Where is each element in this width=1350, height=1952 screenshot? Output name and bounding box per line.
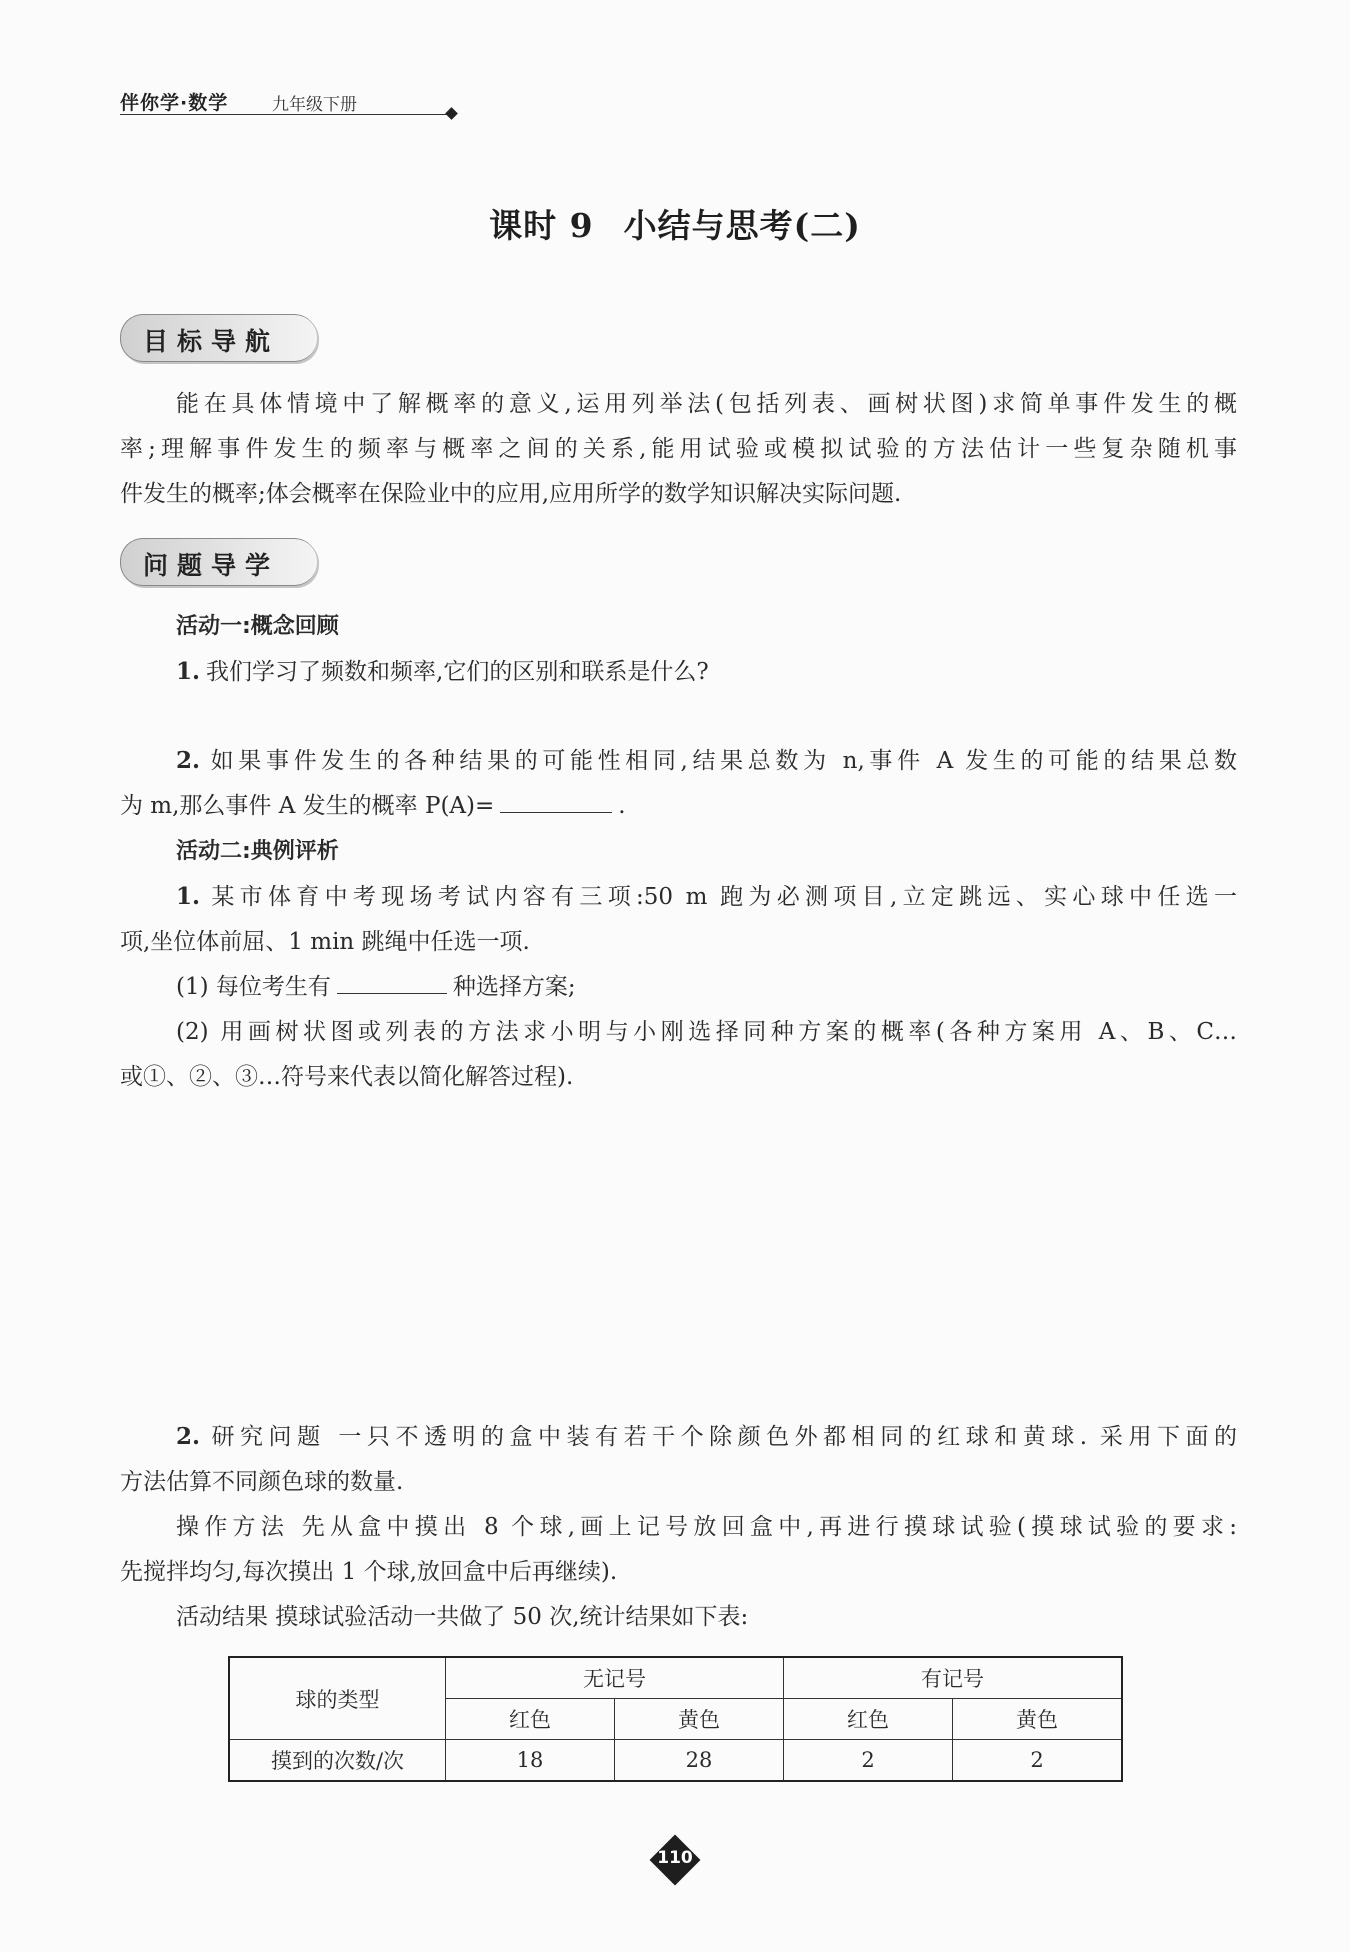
table-column-header: 黄色 [615, 1699, 784, 1740]
table-cell: 2 [953, 1740, 1123, 1782]
example-text: 某市体育中考现场考试内容有三项:50 m 跑为必测项目,立定跳远、实心球中任选一 [206, 884, 1237, 910]
example-line: 方法估算不同颜色球的数量. [120, 1469, 404, 1495]
section-badge-questions [120, 538, 317, 586]
header-rule [120, 114, 450, 115]
result-line: 活动结果 摸球试验活动一共做了 50 次,统计结果如下表: [176, 1604, 749, 1630]
activity-heading: 活动一:概念回顾 [176, 614, 339, 639]
example-text: 种选择方案; [452, 974, 576, 1000]
book-brand: 伴你学·数学 [120, 92, 229, 114]
section-badge-label: 目标导航 [143, 327, 280, 356]
answer-blank[interactable] [337, 971, 447, 994]
example-line: 项,坐位体前屈、1 min 跳绳中任选一项. [120, 929, 530, 955]
example-2 [120, 1414, 1237, 1640]
example-subquestion-1 [120, 965, 1237, 1010]
example-subquestion-2: (2) 用画树状图或列表的方法求小明与小刚选择同种方案的概率(各种方案用 A、B、C… [176, 1019, 1237, 1045]
activity-heading: 活动二:典例评析 [176, 839, 339, 864]
goals-line: 能在具体情境中了解概率的意义,运用列举法(包括列表、画树状图)求简单事件发生的概 [176, 391, 1237, 417]
question-line [120, 738, 1237, 784]
book-grade: 九年级下册 [272, 95, 357, 115]
results-table [228, 1656, 1123, 1782]
activity-block-1 [120, 604, 709, 695]
table-cell: 2 [784, 1740, 953, 1782]
section-badge-label: 问题导学 [143, 551, 280, 580]
example-text: 研究问题 一只不透明的盒中装有若干个除颜色外都相同的红球和黄球. 采用下面的 [206, 1424, 1237, 1450]
table-row-header: 球的类型 [229, 1657, 446, 1740]
running-header [120, 86, 460, 116]
header-diamond-icon [445, 107, 458, 120]
section-badge-goals [120, 314, 317, 362]
goals-line: 率;理解事件发生的频率与概率之间的关系,能用试验或模拟试验的方法估计一些复杂随机事 [120, 436, 1237, 462]
question-text: 我们学习了频数和频率,它们的区别和联系是什么? [206, 659, 709, 685]
table-group-header: 有记号 [784, 1657, 1123, 1699]
table-row [229, 1740, 1122, 1782]
example-text: (1) 每位考生有 [176, 974, 331, 1000]
goals-paragraph [120, 382, 1237, 517]
question-text: . [618, 793, 626, 819]
lesson-name: 小结与思考(二) [623, 206, 861, 245]
question-text: 为 m,那么事件 A 发生的概率 P(A)= [120, 793, 495, 819]
question-2 [120, 738, 1237, 1100]
lesson-number: 课时 9 [489, 206, 594, 245]
page-number-badge [652, 1837, 698, 1883]
table-column-header: 黄色 [953, 1699, 1123, 1740]
goals-line: 件发生的概率;体会概率在保险业中的应用,应用所学的数学知识解决实际问题. [120, 481, 902, 507]
operation-line: 先搅拌均匀,每次摸出 1 个球,放回盒中后再继续). [120, 1559, 618, 1585]
table-cell: 28 [615, 1740, 784, 1782]
question-number: 2. [176, 747, 201, 774]
example-line [120, 874, 1237, 920]
table-column-header: 红色 [446, 1699, 615, 1740]
example-line [120, 1414, 1237, 1460]
table-cell: 18 [446, 1740, 615, 1782]
question-1 [120, 649, 709, 695]
example-number: 1. [176, 883, 201, 910]
table-column-header: 红色 [784, 1699, 953, 1740]
answer-blank[interactable] [500, 790, 612, 813]
lesson-title [0, 200, 1350, 247]
example-number: 2. [176, 1423, 201, 1450]
example-line: 或①、②、③…符号来代表以简化解答过程). [120, 1064, 574, 1090]
question-text: 如果事件发生的各种结果的可能性相同,结果总数为 n,事件 A 发生的可能的结果总数 [206, 748, 1237, 774]
operation-line: 操作方法 先从盒中摸出 8 个球,画上记号放回盒中,再进行摸球试验(摸球试验的要求: [176, 1514, 1237, 1540]
table-group-header: 无记号 [446, 1657, 784, 1699]
table-row [229, 1657, 1122, 1699]
page-number: 110 [657, 1848, 693, 1868]
question-line [120, 784, 1237, 829]
question-number: 1. [176, 658, 201, 685]
table-row-header: 摸到的次数/次 [229, 1740, 446, 1782]
